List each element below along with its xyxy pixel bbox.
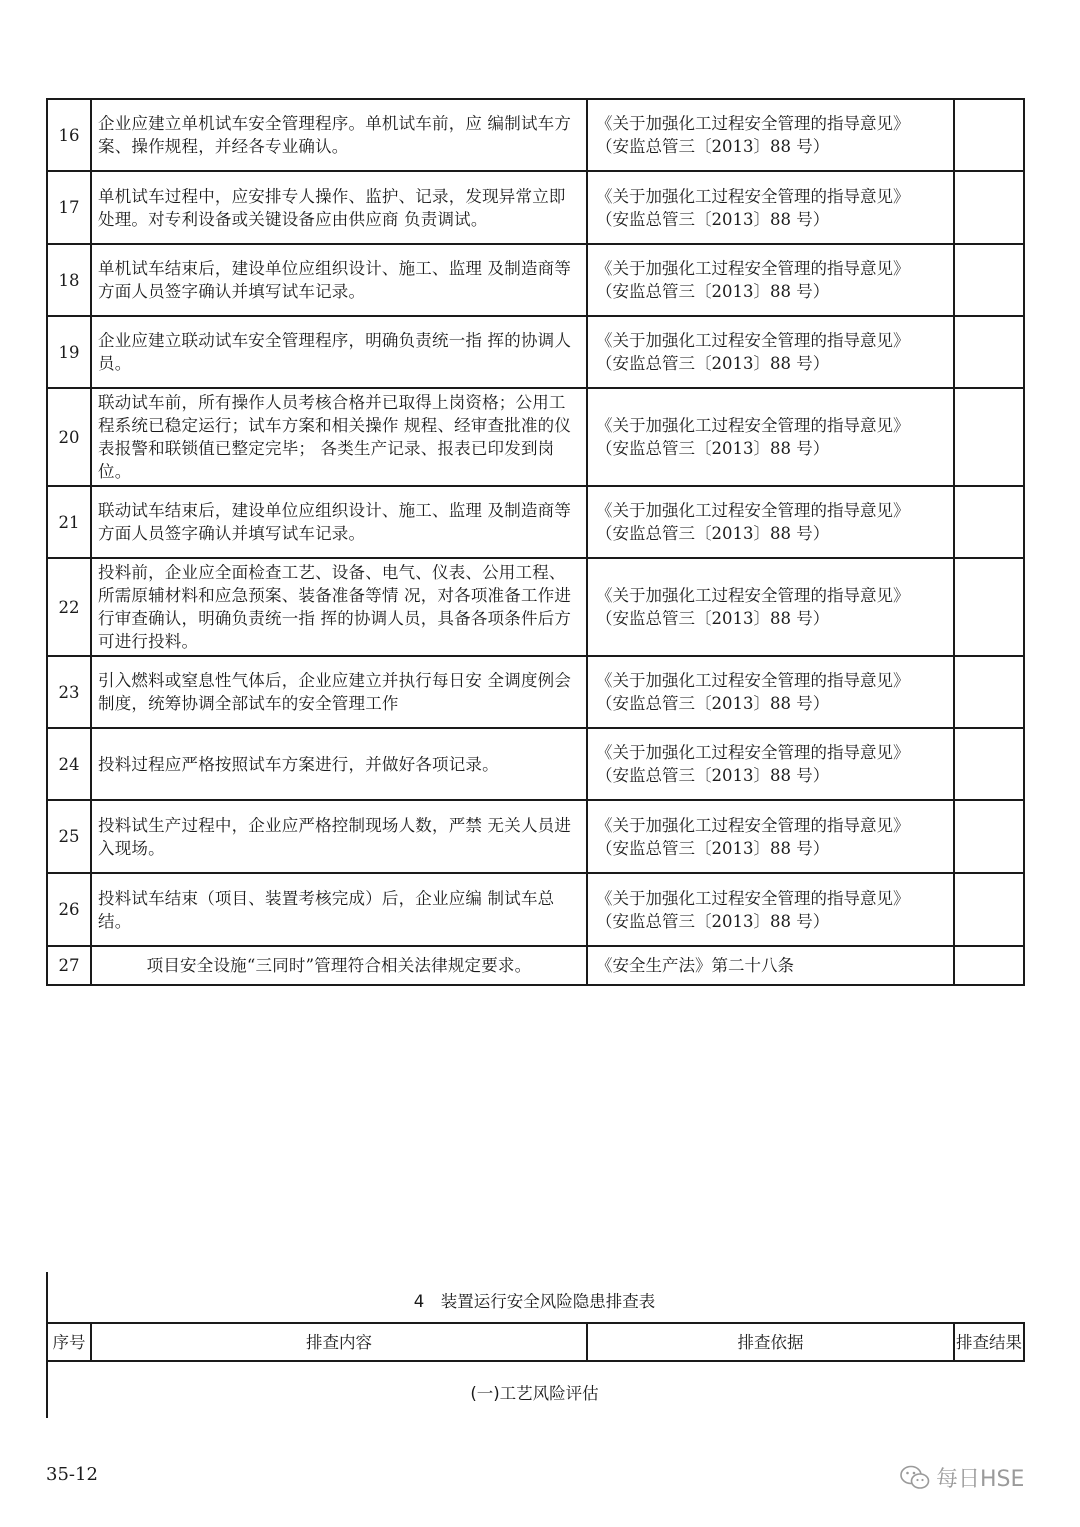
header-row: [47, 1323, 1024, 1361]
section-header-table: [46, 1322, 1025, 1362]
checklist-body: [47, 99, 1024, 985]
row-number: 16: [47, 99, 91, 171]
row-result-cell[interactable]: [954, 316, 1024, 388]
table-row: [47, 728, 1024, 800]
row-number: 23: [47, 656, 91, 728]
table-row: [47, 800, 1024, 873]
row-content: 企业应建立单机试车安全管理程序。单机试车前，应 编制试车方案、操作规程，并经各专业确认。: [91, 99, 587, 171]
basis-line: （安监总管三〔2013〕88 号）: [596, 911, 830, 931]
row-content: 投料试车结束（项目、装置考核完成）后，企业应编 制试车总结。: [91, 873, 587, 946]
basis-line: 《关于加强化工过程安全管理的指导意见》: [596, 331, 910, 350]
basis-line: （安监总管三〔2013〕88 号）: [596, 137, 830, 156]
row-number: 24: [47, 728, 91, 800]
row-basis: [587, 171, 954, 244]
table-row: [47, 388, 1024, 486]
basis-line: 《关于加强化工过程安全管理的指导意见》: [596, 888, 910, 908]
row-number: 25: [47, 800, 91, 873]
row-content: 项目安全设施“三同时”管理符合相关法律规定要求。: [91, 946, 587, 985]
row-basis: [587, 873, 954, 946]
header-basis: 排查依据: [587, 1323, 954, 1361]
basis-line: （安监总管三〔2013〕88 号）: [596, 838, 830, 858]
row-result-cell[interactable]: [954, 800, 1024, 873]
section-4: [46, 1272, 1023, 1418]
header-no: 序号: [47, 1323, 91, 1361]
table-row: [47, 873, 1024, 946]
row-content: 投料前，企业应全面检查工艺、设备、电气、仪表、公用工程、所需原辅材料和应急预案、装备准备等情 况，对各项准备工作进行审查确认，明确负责统一指 挥的协调人员，具备各项条件后方可进行投料。: [91, 558, 587, 656]
row-number: 22: [47, 558, 91, 656]
row-basis: [587, 99, 954, 171]
row-result-cell[interactable]: [954, 728, 1024, 800]
basis-line: 《关于加强化工过程安全管理的指导意见》: [596, 815, 910, 835]
row-basis: [587, 388, 954, 486]
wechat-icon: [900, 1465, 930, 1491]
basis-line: 《关于加强化工过程安全管理的指导意见》: [596, 586, 910, 605]
table-row: [47, 316, 1024, 388]
row-number: 27: [47, 946, 91, 985]
basis-line: （安监总管三〔2013〕88 号）: [596, 766, 830, 785]
row-result-cell[interactable]: [954, 558, 1024, 656]
basis-line: （安监总管三〔2013〕88 号）: [596, 439, 830, 458]
table-row: [47, 558, 1024, 656]
row-content: 单机试车过程中，应安排专人操作、监护、记录，发现异常立即处理。对专利设备或关键设备应由供应商 负责调试。: [91, 171, 587, 244]
row-number: 18: [47, 244, 91, 316]
basis-line: 《关于加强化工过程安全管理的指导意见》: [596, 501, 910, 520]
table-row: [47, 99, 1024, 171]
row-basis: [587, 946, 954, 985]
header-result: 排查结果: [954, 1323, 1024, 1361]
table-row: [47, 946, 1024, 985]
row-content: 投料试生产过程中，企业应严格控制现场人数，严禁 无关人员进入现场。: [91, 800, 587, 873]
basis-line: 《关于加强化工过程安全管理的指导意见》: [596, 114, 910, 133]
row-basis: [587, 728, 954, 800]
row-result-cell[interactable]: [954, 171, 1024, 244]
table-row: [47, 171, 1024, 244]
row-basis: [587, 316, 954, 388]
row-basis: [587, 486, 954, 558]
row-result-cell[interactable]: [954, 656, 1024, 728]
watermark: [900, 1462, 1024, 1493]
row-result-cell[interactable]: [954, 244, 1024, 316]
row-result-cell[interactable]: [954, 486, 1024, 558]
basis-line: （安监总管三〔2013〕88 号）: [596, 354, 830, 373]
row-basis: [587, 656, 954, 728]
table-row: [47, 486, 1024, 558]
row-result-cell[interactable]: [954, 873, 1024, 946]
basis-line: 《关于加强化工过程安全管理的指导意见》: [596, 259, 910, 278]
basis-line: 《关于加强化工过程安全管理的指导意见》: [596, 671, 910, 690]
row-result-cell[interactable]: [954, 388, 1024, 486]
page-number: 35-12: [46, 1464, 98, 1485]
section-subtitle: (一)工艺风险评估: [470, 1384, 599, 1403]
section-title: 4 装置运行安全风险隐患排查表: [413, 1292, 656, 1311]
row-result-cell[interactable]: [954, 99, 1024, 171]
row-content: 单机试车结束后，建设单位应组织设计、施工、监理 及制造商等方面人员签字确认并填写试车记录。: [91, 244, 587, 316]
row-number: 21: [47, 486, 91, 558]
row-basis: [587, 558, 954, 656]
table-row: [47, 656, 1024, 728]
basis-line: 《关于加强化工过程安全管理的指导意见》: [596, 416, 910, 435]
row-content: 联动试车结束后，建设单位应组织设计、施工、监理 及制造商等方面人员签字确认并填写试车记录。: [91, 486, 587, 558]
row-number: 26: [47, 873, 91, 946]
row-content: 引入燃料或窒息性气体后，企业应建立并执行每日安 全调度例会制度，统筹协调全部试车的安全管理工作: [91, 656, 587, 728]
basis-line: 《关于加强化工过程安全管理的指导意见》: [596, 743, 910, 762]
watermark-text: 每日HSE: [936, 1467, 1025, 1492]
row-content: 投料过程应严格按照试车方案进行，并做好各项记录。: [91, 728, 587, 800]
row-result-cell[interactable]: [954, 946, 1024, 985]
basis-line: 《关于加强化工过程安全管理的指导意见》: [596, 186, 910, 206]
row-number: 17: [47, 171, 91, 244]
basis-line: （安监总管三〔2013〕88 号）: [596, 524, 830, 543]
basis-line: （安监总管三〔2013〕88 号）: [596, 609, 830, 628]
basis-line: （安监总管三〔2013〕88 号）: [596, 694, 830, 713]
basis-line: （安监总管三〔2013〕88 号）: [596, 209, 830, 229]
row-content: 企业应建立联动试车安全管理程序，明确负责统一指 挥的协调人员。: [91, 316, 587, 388]
row-content: 联动试车前，所有操作人员考核合格并已取得上岗资格；公用工程系统已稳定运行；试车方案和相关操作 规程、经审查批准的仪表报警和联锁值已整定完毕； 各类生产记录、报表已印发到岗位。: [91, 388, 587, 486]
row-number: 20: [47, 388, 91, 486]
row-basis: [587, 800, 954, 873]
row-basis: [587, 244, 954, 316]
basis-line: （安监总管三〔2013〕88 号）: [596, 282, 830, 301]
basis-line: 《安全生产法》第二十八条: [596, 956, 794, 975]
row-number: 19: [47, 316, 91, 388]
header-content: 排查内容: [91, 1323, 587, 1361]
table-row: [47, 244, 1024, 316]
checklist-table: [46, 98, 1025, 986]
